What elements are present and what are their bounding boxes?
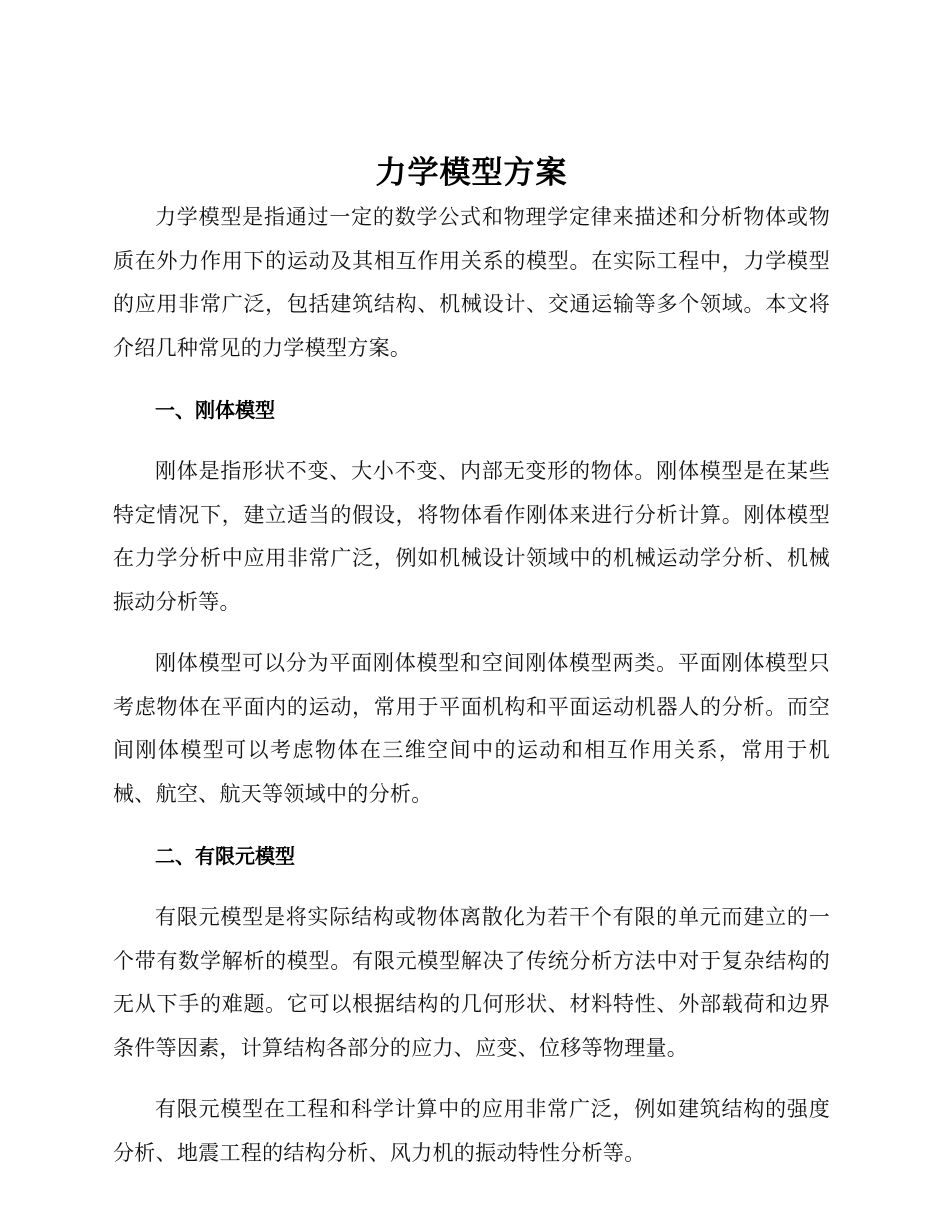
rigid-body-paragraph-1: 刚体是指形状不变、大小不变、内部无变形的物体。刚体模型是在某些特定情况下，建立适当的假设，将物体看作刚体来进行分析计算。刚体模型在力学分析中应用非常广泛，例如机械设计领域中的机械运动学分析、机械振动分析等。 xyxy=(113,459,830,614)
section-heading-rigid-body: 一、刚体模型 xyxy=(155,398,275,422)
document-title: 力学模型方案 xyxy=(375,155,568,191)
finite-element-paragraph-1: 有限元模型是将实际结构或物体离散化为若干个有限的单元而建立的一个带有数学解析的模型。有限元模型解决了传统分析方法中对于复杂结构的无从下手的难题。它可以根据结构的几何形状、材料特性、外部载荷和边界条件等因素，计算结构各部分的应力、应变、位移等物理量。 xyxy=(113,905,830,1060)
intro-paragraph: 力学模型是指通过一定的数学公式和物理学定律来描述和分析物体或物质在外力作用下的运动及其相互作用关系的模型。在实际工程中，力学模型的应用非常广泛，包括建筑结构、机械设计、交通运输等多个领域。本文将介绍几种常见的力学模型方案。 xyxy=(113,205,830,360)
section-heading-finite-element: 二、有限元模型 xyxy=(155,844,295,868)
document-body xyxy=(113,150,830,1175)
rigid-body-paragraph-2: 刚体模型可以分为平面刚体模型和空间刚体模型两类。平面刚体模型只考虑物体在平面内的运动，常用于平面机构和平面运动机器人的分析。而空间刚体模型可以考虑物体在三维空间中的运动和相互作用关系，常用于机械、航空、航天等领域中的分析。 xyxy=(113,651,830,806)
finite-element-paragraph-2: 有限元模型在工程和科学计算中的应用非常广泛，例如建筑结构的强度分析、地震工程的结构分析、风力机的振动特性分析等。 xyxy=(113,1097,830,1165)
paragraph-spacer xyxy=(113,624,830,642)
paragraph-spacer xyxy=(113,1070,830,1088)
